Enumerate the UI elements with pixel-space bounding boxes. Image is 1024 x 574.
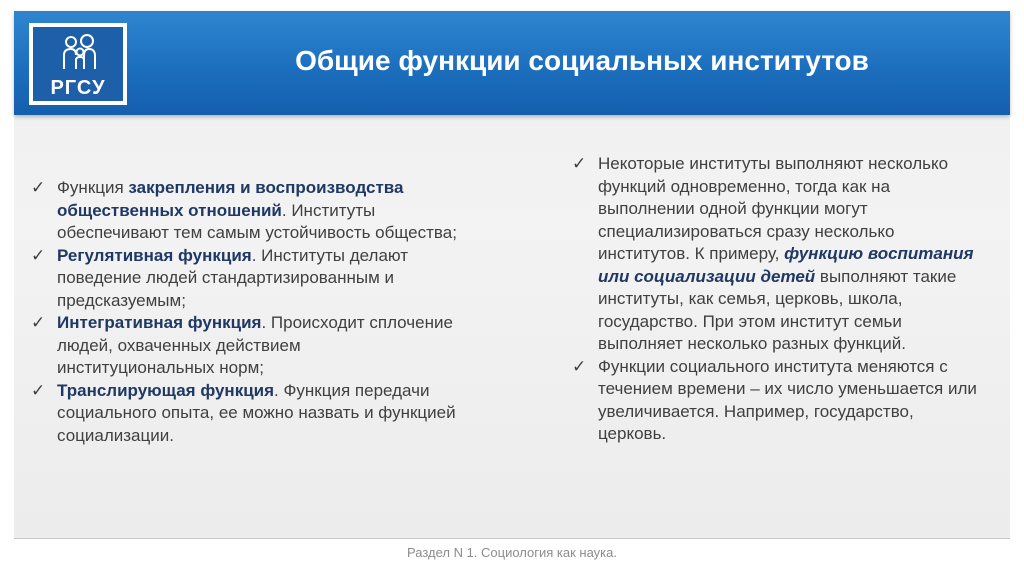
- list-item: [572, 153, 982, 356]
- footer-divider: [14, 538, 1010, 539]
- list-item: [31, 245, 461, 313]
- item-text: Функции социального института меняются с течением времени – их число уменьшается или увеличивается. Например, государство, церковь.: [598, 356, 977, 443]
- checkmark-icon: ✓: [31, 313, 46, 332]
- people-figures-icon: [60, 33, 100, 73]
- page-title: Общие функции социальных институтов: [295, 45, 869, 76]
- checkmark-icon: ✓: [31, 178, 46, 197]
- list-item: [31, 380, 461, 448]
- emphasis-text: функцию воспитания или социализации детей: [598, 244, 974, 286]
- left-bullet-list: [31, 177, 461, 447]
- emphasis-text: Транслирующая функция: [57, 380, 275, 400]
- emphasis-text: Регулятивная функция: [57, 245, 252, 265]
- item-text: выполняют такие институты, как семья, церковь, школа, государство. При этом институт семьи выполняет несколько разных функций.: [598, 266, 957, 353]
- item-text: Некоторые институты выполняют несколько функций одновременно, тогда как на выполнении одной функции могут специализироваться сразу несколько институтов. К примеру,: [598, 154, 949, 263]
- checkmark-icon: ✓: [572, 356, 587, 376]
- item-text: Функция: [57, 178, 129, 197]
- header-bar: [14, 11, 1010, 115]
- emphasis-text: закрепления и воспроизводства общественных отношений: [57, 178, 404, 220]
- item-text: . Институты обеспечивают тем самым устойчивость общества;: [57, 200, 457, 242]
- checkmark-icon: ✓: [31, 380, 46, 400]
- logo-text: РГСУ: [50, 77, 106, 99]
- rgsu-logo: [29, 23, 127, 105]
- item-text: . Происходит сплочение людей, охваченных действием институциональных норм;: [57, 313, 453, 377]
- item-text: . Институты делают поведение людей стандартизированным и предсказуемым;: [57, 245, 409, 310]
- item-text: . Функция передачи социального опыта, ее можно назвать и функцией социализации.: [57, 380, 456, 445]
- checkmark-icon: ✓: [31, 245, 46, 265]
- checkmark-icon: ✓: [572, 154, 587, 173]
- emphasis-text: Интегративная функция: [57, 313, 262, 332]
- list-item: [31, 312, 461, 380]
- list-item: [572, 356, 982, 446]
- footer-caption: Раздел N 1. Социология как наука.: [407, 545, 617, 560]
- right-bullet-list: [572, 153, 982, 446]
- list-item: [31, 177, 461, 245]
